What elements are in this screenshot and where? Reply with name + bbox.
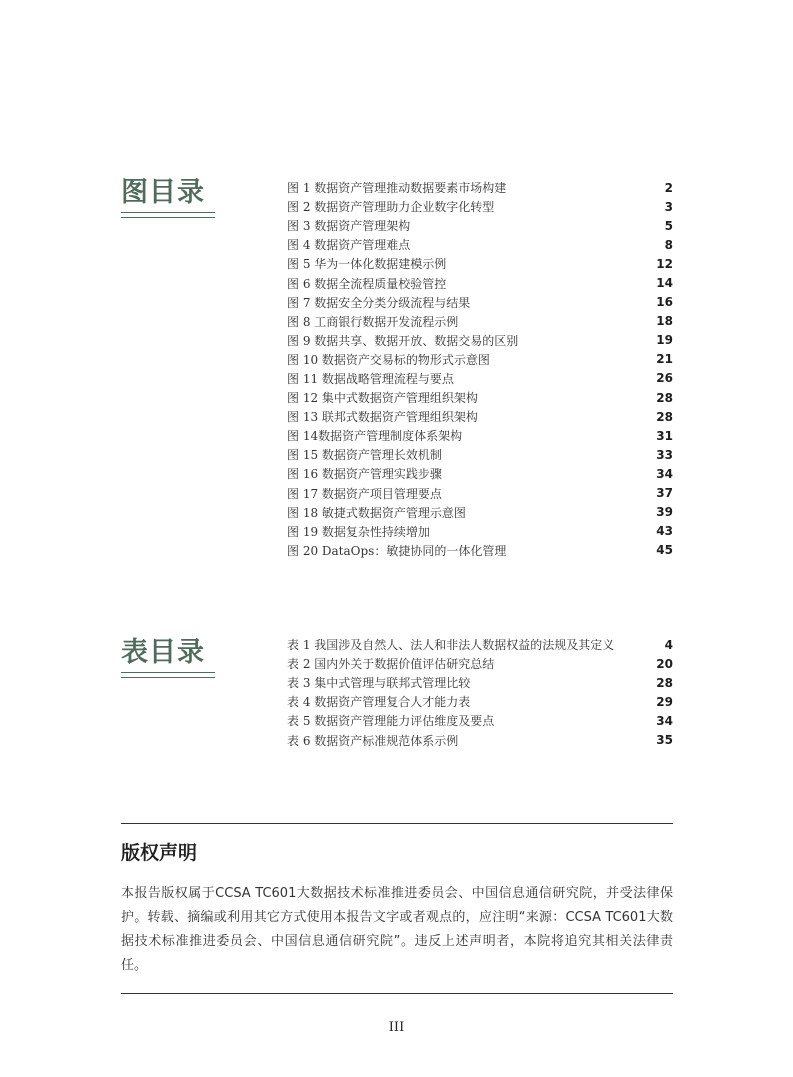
figure-list-title-rule [121,212,215,218]
toc-entry-label: 图 2 数据资产管理助力企业数字化转型 [287,200,495,215]
toc-entry-label: 图 6 数据全流程质量校验管控 [287,276,447,291]
toc-entry-label: 图 5 华为一体化数据建模示例 [287,257,447,272]
toc-entry-label: 图 10 数据资产交易标的物形式示意图 [287,352,490,367]
toc-entry-page: 34 [656,713,673,728]
toc-entry-page: 21 [656,352,673,367]
toc-entry-label: 图 16 数据资产管理实践步骤 [287,467,442,482]
toc-entry[interactable] [287,730,673,749]
toc-entry[interactable] [287,464,673,483]
toc-entry-label: 图 3 数据资产管理架构 [287,219,411,234]
toc-entry-page: 19 [656,333,673,348]
toc-entry[interactable] [287,673,673,692]
toc-entry-page: 31 [656,428,673,443]
toc-entry-label: 图 19 数据复杂性持续增加 [287,524,430,539]
toc-entry-page: 35 [656,733,673,748]
toc-entry[interactable] [287,484,673,503]
toc-entry[interactable] [287,407,673,426]
toc-entry[interactable] [287,445,673,464]
toc-entry-label: 图 9 数据共享、数据开放、数据交易的区别 [287,333,519,348]
toc-entry[interactable] [287,388,673,407]
toc-entry[interactable] [287,235,673,254]
toc-entry[interactable] [287,711,673,730]
toc-entry-label: 表 6 数据资产标准规范体系示例 [287,733,459,748]
table-list-title-rule [121,672,215,678]
toc-entry-label: 图 15 数据资产管理长效机制 [287,448,442,463]
toc-entry-page: 45 [656,543,673,558]
toc-entry[interactable] [287,312,673,331]
figure-list [287,178,673,560]
toc-entry[interactable] [287,331,673,350]
toc-entry-label: 表 1 我国涉及自然人、法人和非法人数据权益的法规及其定义 [287,638,615,653]
toc-entry-page: 18 [656,314,673,329]
toc-entry-label: 表 5 数据资产管理能力评估维度及要点 [287,714,495,729]
toc-entry[interactable] [287,541,673,560]
toc-entry-label: 图 17 数据资产项目管理要点 [287,486,442,501]
toc-entry-page: 28 [656,390,673,405]
toc-entry[interactable] [287,254,673,273]
toc-entry-page: 26 [656,371,673,386]
toc-entry[interactable] [287,350,673,369]
toc-entry[interactable] [287,635,673,654]
toc-entry-label: 图 1 数据资产管理推动数据要素市场构建 [287,181,507,196]
toc-entry-page: 5 [664,218,673,233]
toc-entry-page: 3 [664,199,673,214]
toc-entry-page: 14 [656,276,673,291]
toc-entry-page: 28 [656,409,673,424]
table-list [287,635,673,750]
toc-entry-page: 33 [656,447,673,462]
copyright-text: 本报告版权属于CCSA TC601大数据技术标准推进委员会、中国信息通信研究院，并受法律保护。转载、摘编或利用其它方式使用本报告文字或者观点的，应注明“来源：CCSA TC601大数据技术标准推进委员会、中国信息通信研究院”。违反上述声明者，本院将追究其相关法律责任。 [121,886,673,973]
table-list-title: 表目录 [121,637,205,668]
toc-entry[interactable] [287,197,673,216]
toc-entry-label: 图 20 DataOps：敏捷协同的一体化管理 [287,543,507,558]
copyright-top-divider [121,823,673,824]
toc-entry[interactable] [287,426,673,445]
toc-entry-label: 表 2 国内外关于数据价值评估研究总结 [287,657,495,672]
toc-entry-label: 图 11 数据战略管理流程与要点 [287,371,454,386]
toc-entry-page: 2 [664,180,673,195]
toc-entry-label: 图 14数据资产管理制度体系架构 [287,429,463,444]
toc-entry-label: 图 13 联邦式数据资产管理组织架构 [287,410,478,425]
toc-entry-page: 29 [656,694,673,709]
toc-entry[interactable] [287,369,673,388]
copyright-bottom-divider [121,993,673,994]
page-number: III [388,1020,405,1035]
toc-entry-label: 图 7 数据安全分类分级流程与结果 [287,295,471,310]
toc-entry[interactable] [287,503,673,522]
toc-entry-page: 39 [656,505,673,520]
toc-entry-page: 34 [656,466,673,481]
toc-entry[interactable] [287,654,673,673]
toc-entry-page: 43 [656,524,673,539]
toc-entry-page: 37 [656,486,673,501]
toc-entry-label: 图 8 工商银行数据开发流程示例 [287,314,459,329]
toc-entry[interactable] [287,273,673,292]
toc-entry-page: 28 [656,675,673,690]
toc-entry[interactable] [287,293,673,312]
figure-list-title: 图目录 [121,177,205,208]
toc-entry-label: 图 12 集中式数据资产管理组织架构 [287,391,478,406]
toc-entry-label: 图 4 数据资产管理难点 [287,238,411,253]
copyright-title: 版权声明 [121,842,198,864]
toc-entry-page: 4 [664,637,673,652]
toc-entry[interactable] [287,692,673,711]
toc-entry-label: 图 18 敏捷式数据资产管理示意图 [287,505,466,520]
toc-entry-label: 表 4 数据资产管理复合人才能力表 [287,695,471,710]
toc-entry-page: 8 [664,237,673,252]
toc-entry-label: 表 3 集中式管理与联邦式管理比较 [287,676,471,691]
toc-entry-page: 12 [656,256,673,271]
toc-entry[interactable] [287,522,673,541]
toc-entry-page: 16 [656,295,673,310]
toc-entry[interactable] [287,216,673,235]
toc-entry-page: 20 [656,656,673,671]
toc-entry[interactable] [287,178,673,197]
